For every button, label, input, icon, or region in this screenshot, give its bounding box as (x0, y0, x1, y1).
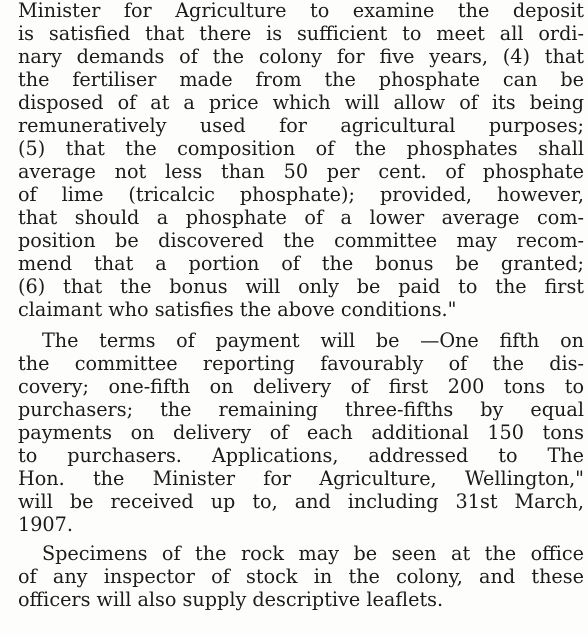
text-line: of any inspector of stock in the colony, and these (18, 566, 584, 588)
text-line: claimant who satisfies the above conditions." (18, 299, 457, 321)
text-line: remuneratively used for agricultural purposes; (18, 115, 584, 137)
text-line: Hon. the Minister for Agriculture, Wellington," (18, 468, 584, 490)
text-line: (6) that the bonus will only be paid to the first (18, 276, 584, 298)
text-line: 1907. (18, 514, 73, 536)
text-line: is satisfied that there is sufficient to meet all ordi- (18, 23, 584, 45)
text-line: Specimens of the rock may be seen at the office (42, 543, 584, 565)
text-line: (5) that the composition of the phosphates shall (18, 138, 584, 160)
text-line: that should a phosphate of a lower average com- (18, 207, 584, 229)
text-line: to purchasers. Applications, addressed to The (18, 445, 584, 467)
text-line: disposed of at a price which will allow of its being (18, 92, 584, 114)
text-line: position be discovered the committee may recom- (18, 230, 584, 252)
text-line: covery; one-fifth on delivery of first 200 tons to (18, 376, 584, 398)
text-line: The terms of payment will be —One fifth on (42, 330, 584, 352)
text-line: average not less than 50 per cent. of phosphate (18, 161, 584, 183)
text-line: Minister for Agriculture to examine the deposit (18, 0, 584, 22)
text-line: the fertiliser made from the phosphate can be (18, 69, 584, 91)
text-line: officers will also supply descriptive leaflets. (18, 589, 444, 611)
text-line: the committee reporting favourably of the dis- (18, 353, 584, 375)
text-line: nary demands of the colony for five years, (4) that (18, 46, 584, 68)
text-line: mend that a portion of the bonus be granted; (18, 253, 584, 275)
text-line: of lime (tricalcic phosphate); provided, however, (18, 184, 584, 206)
text-line: will be received up to, and including 31st March, (18, 491, 584, 513)
text-line: purchasers; the remaining three-fifths by equal (18, 399, 584, 421)
text-line: payments on delivery of each additional 150 tons (18, 422, 584, 444)
